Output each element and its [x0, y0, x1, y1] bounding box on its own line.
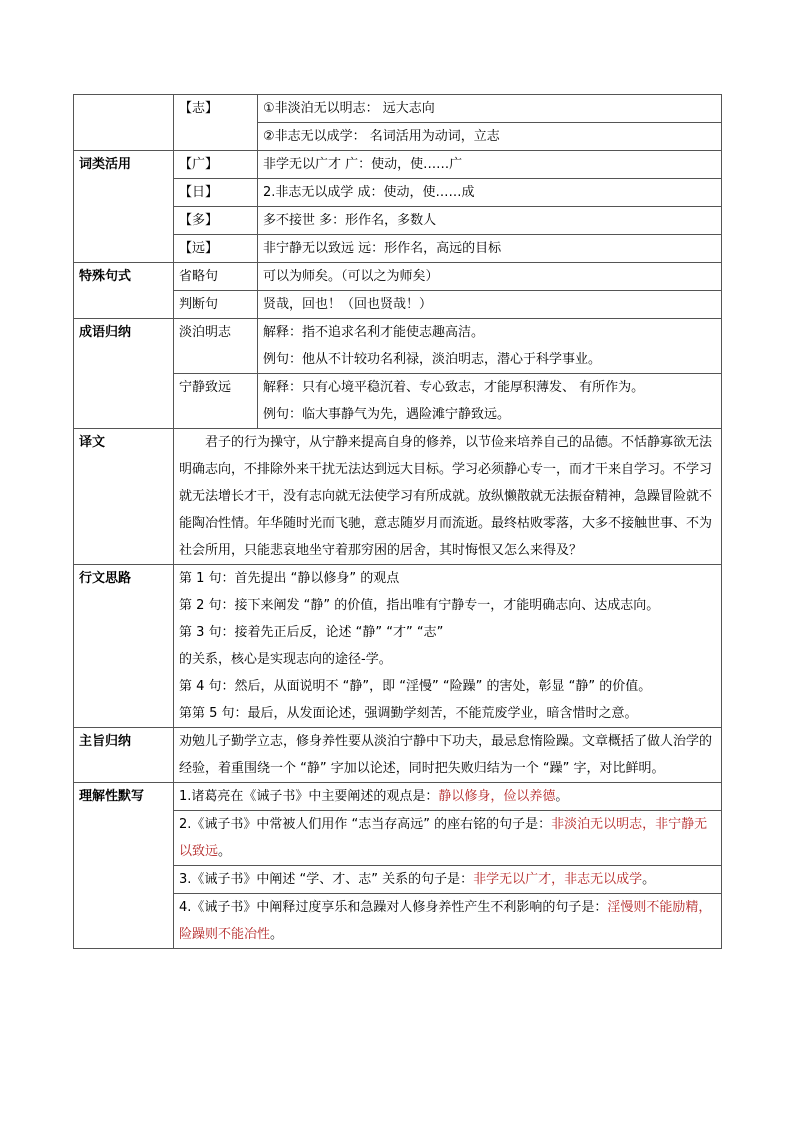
row-teshu-1 — [74, 263, 722, 291]
cilei-text-2: 2.非志无以成学 成：使动，使……成 — [258, 179, 722, 207]
dictation-end-3: 。 — [642, 872, 656, 887]
sentence-type-2: 判断句 — [174, 291, 258, 319]
idiom-2-example: 例句：临大事静气为先，遇险滩宁静致远。 — [263, 407, 511, 422]
category-cilei: 词类活用 — [74, 151, 174, 263]
dictation-item-2 — [174, 811, 722, 866]
category-teshu: 特殊句式 — [74, 263, 174, 319]
dictation-item-3 — [174, 866, 722, 894]
word-ri: 【日】 — [174, 179, 258, 207]
word-guang: 【广】 — [174, 151, 258, 179]
category-moxie: 理解性默写 — [74, 783, 174, 949]
idiom-2-detail — [258, 374, 722, 429]
cilei-text-1: 非学无以广才 广：使动，使……广 — [258, 151, 722, 179]
dictation-item-1 — [174, 783, 722, 811]
dictation-answer-4: 淫慢则不能励精，险躁则不能冶性 — [179, 900, 712, 942]
structure-line-5: 第 4 句：然后，从面说明不 “静”，即 “淫慢” “险躁” 的害处，彰显 “静” 的价值。 — [179, 679, 652, 694]
category-xingwen: 行文思路 — [74, 565, 174, 728]
word-duo: 【多】 — [174, 207, 258, 235]
category-blank — [74, 95, 174, 151]
idiom-1-example: 例句：他从不计较功名利禄，淡泊明志，潜心于科学事业。 — [263, 352, 602, 367]
zhi-item-2: ②非志无以成学： 名词活用为动词，立志 — [258, 123, 722, 151]
sentence-type-1: 省略句 — [174, 263, 258, 291]
structure-line-1: 第 1 句：首先提出 “静以修身” 的观点 — [179, 571, 400, 586]
row-yiwen — [74, 429, 722, 565]
word-zhi: 【志】 — [174, 95, 258, 151]
row-zhuzhi — [74, 728, 722, 783]
idiom-2-explain: 解释：只有心境平稳沉着、专心致志，才能厚积薄发、 有所作为。 — [263, 380, 645, 395]
structure-line-6: 第第 5 句：最后，从发面论述，强调勤学刻苦，不能荒废学业，暗含惜时之意。 — [179, 706, 638, 721]
dictation-question-2: 2.《诫子书》中常被人们用作 “志当存高远” 的座右铭的句子是： — [179, 817, 552, 832]
dictation-question-1: 1.诸葛亮在《诫子书》中主要阐述的观点是： — [179, 789, 439, 804]
dictation-end-1: 。 — [555, 789, 569, 804]
sentence-text-2: 贤哉，回也！（回也贤哉！） — [258, 291, 722, 319]
structure-line-4: 的关系，核心是实现志向的途径-学。 — [179, 652, 392, 667]
theme-text: 劝勉儿子勤学立志，修身养性要从淡泊宁静中下功夫，最忌怠惰险躁。文章概括了做人治学的经验，着重围绕一个 “静” 字加以论述，同时把失败归结为一个 “躁” 字，对比鲜明。 — [174, 728, 722, 783]
idiom-1-explain: 解释：指不追求名利才能使志趣高洁。 — [263, 325, 485, 340]
structure-line-3: 第 3 句：接着先正后反，论述 “静” “才” “志” — [179, 625, 444, 640]
dictation-answer-1: 静以修身，俭以养德 — [438, 789, 556, 804]
dictation-answer-2: 非淡泊无以明志，非宁静无以致远 — [179, 817, 708, 859]
structure-line-2: 第 2 句：接下来阐发 “静” 的价值，指出唯有宁静专一，才能明确志向、达成志向。 — [179, 598, 660, 613]
dictation-question-3: 3.《诫子书》中阐述 “学、才、志” 关系的句子是： — [179, 872, 474, 887]
cilei-text-4: 非宁静无以致远 远：形作名，高远的目标 — [258, 235, 722, 263]
dictation-end-4: 。 — [270, 927, 284, 942]
zhi-item-1: ①非淡泊无以明志： 远大志向 — [258, 95, 722, 123]
dictation-question-4: 4.《诫子书》中阐释过度享乐和急躁对人修身养性产生不利影响的句子是： — [179, 900, 608, 915]
category-zhuzhi: 主旨归纳 — [74, 728, 174, 783]
structure-lines — [174, 565, 722, 728]
idiom-1: 淡泊明志 — [174, 319, 258, 374]
word-yuan: 【远】 — [174, 235, 258, 263]
cilei-text-3: 多不接世 多：形作名，多数人 — [258, 207, 722, 235]
dictation-item-4 — [174, 894, 722, 949]
row-cilei-1 — [74, 151, 722, 179]
row-xingwen — [74, 565, 722, 728]
category-yiwen: 译文 — [74, 429, 174, 565]
dictation-answer-3: 非学无以广才，非志无以成学 — [473, 872, 643, 887]
translation-text: 君子的行为操守，从宁静来提高自身的修养，以节俭来培养自己的品德。不恬静寡欲无法明确志向，不排除外来干扰无法达到远大目标。学习必须静心专一，而才干来自学习。不学习就无法增长才干，没有志向就无法使学习有所成就。放纵懒散就无法振奋精神，急躁冒险就不能陶冶性情。年华随时光而飞驰，意志随岁月而流逝。最终枯败零落，大多不接触世事、不为社会所用，只能悲哀地坐守着那穷困的居舍，其时悔恨又怎么来得及？ — [174, 429, 722, 565]
row-zhi — [74, 95, 722, 123]
study-table — [73, 94, 722, 949]
idiom-1-detail — [258, 319, 722, 374]
idiom-2: 宁静致远 — [174, 374, 258, 429]
dictation-end-2: 。 — [218, 844, 232, 859]
row-moxie-1 — [74, 783, 722, 811]
sentence-text-1: 可以为师矣。（可以之为师矣） — [258, 263, 722, 291]
row-chengyu-1 — [74, 319, 722, 374]
category-chengyu: 成语归纳 — [74, 319, 174, 429]
